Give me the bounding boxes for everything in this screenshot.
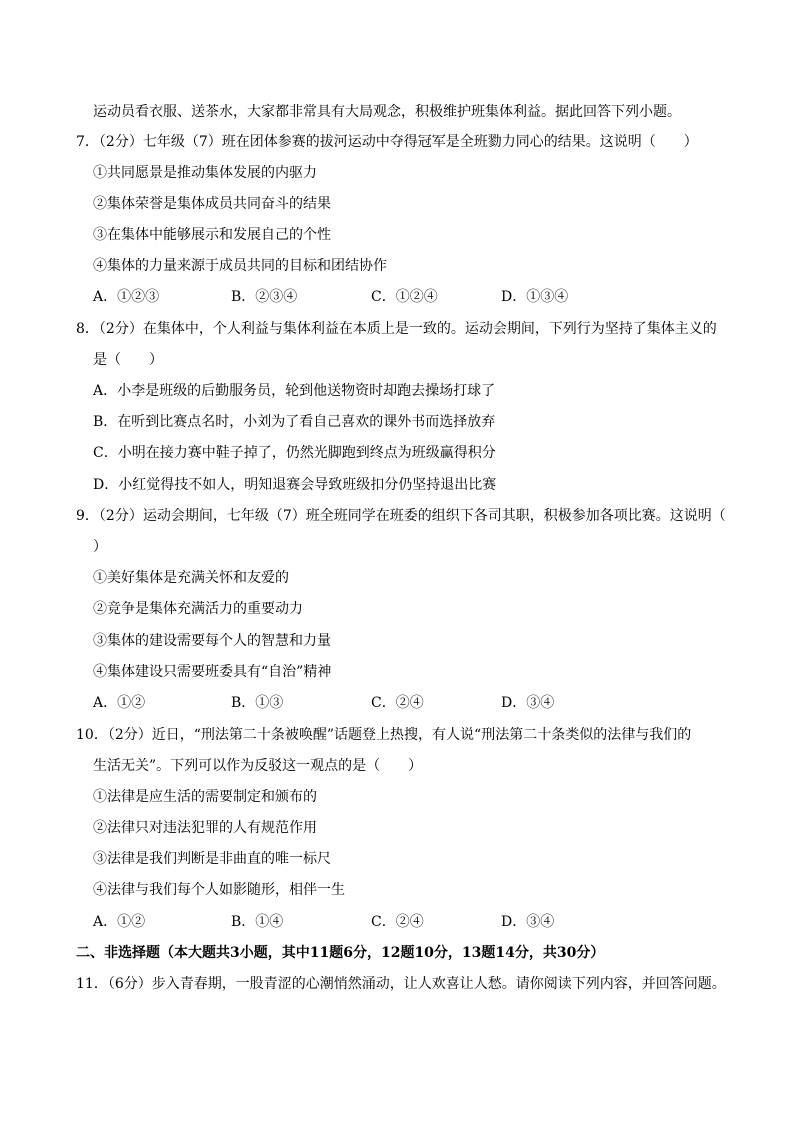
question-7-stem: 7．（2分）七年级（7）班在团体参赛的拔河运动中夺得冠军是全班勠力同心的结果。这说明（ ） bbox=[76, 134, 698, 150]
question-10-choice-c[interactable]: C．②④ bbox=[371, 914, 424, 930]
question-9-choice-a[interactable]: A．①② bbox=[93, 695, 146, 711]
question-8-stem: 8．（2分）在集体中，个人利益与集体利益在本质上是一致的。运动会期间，下列行为坚持了集体主义的 bbox=[76, 321, 717, 337]
question-7-choice-a[interactable]: A．①②③ bbox=[93, 289, 160, 305]
question-8-stem-cont: 是（ ） bbox=[93, 352, 163, 368]
question-10-item-2: ②法律只对违法犯罪的人有规范作用 bbox=[93, 820, 317, 836]
question-9-item-4: ④集体建设只需要班委具有“自治”精神 bbox=[93, 664, 332, 680]
question-7-item-3: ③在集体中能够展示和发展自己的个性 bbox=[93, 227, 331, 243]
question-9-stem: 9．（2分）运动会期间，七年级（7）班全班同学在班委的组织下各司其职，积极参加各项比赛。这说明（ bbox=[76, 508, 726, 524]
question-11-stem: 11．（6分）步入青春期，一股青涩的心潮悄然涌动，让人欢喜让人愁。请你阅读下列内容，并回答问题。 bbox=[76, 976, 726, 992]
question-7-item-4: ④集体的力量来源于成员共同的目标和团结协作 bbox=[93, 258, 387, 274]
question-7-item-1: ①共同愿景是推动集体发展的内驱力 bbox=[93, 165, 317, 181]
question-10-stem-cont: 生活无关”。下列可以作为反驳这一观点的是（ ） bbox=[93, 758, 423, 774]
question-9-choice-d[interactable]: D．③④ bbox=[501, 695, 555, 711]
question-10-item-3: ③法律是我们判断是非曲直的唯一标尺 bbox=[93, 851, 331, 867]
question-8-choice-c[interactable]: C．小明在接力赛中鞋子掉了，仍然光脚跑到终点为班级赢得积分 bbox=[93, 445, 496, 461]
question-9-item-2: ②竞争是集体充满活力的重要动力 bbox=[93, 601, 303, 617]
question-10-item-1: ①法律是应生活的需要制定和颁布的 bbox=[93, 789, 317, 805]
question-9-stem-cont: ） bbox=[93, 539, 107, 555]
question-8-choice-a[interactable]: A．小李是班级的后勤服务员，轮到他送物资时却跑去操场打球了 bbox=[93, 383, 496, 399]
section-2-heading: 二、非选择题（本大题共3小题，其中11题6分，12题10分，13题14分，共30分） bbox=[76, 945, 605, 961]
question-10-choice-d[interactable]: D．③④ bbox=[501, 914, 555, 930]
question-10-stem: 10．（2分）近日，“刑法第二十条被唤醒”话题登上热搜，有人说“刑法第二十条类似的法律与我们的 bbox=[76, 727, 692, 743]
question-10-item-4: ④法律与我们每个人如影随形，相伴一生 bbox=[93, 882, 345, 898]
question-7-choice-d[interactable]: D．①③④ bbox=[501, 289, 569, 305]
question-10-choice-a[interactable]: A．①② bbox=[93, 914, 146, 930]
question-7-item-2: ②集体荣誉是集体成员共同奋斗的结果 bbox=[93, 196, 331, 212]
question-9-item-1: ①美好集体是充满关怀和友爱的 bbox=[93, 570, 289, 586]
question-7-choice-c[interactable]: C．①②④ bbox=[371, 289, 438, 305]
intro-text: 运动员看衣服、送茶水，大家都非常具有大局观念，积极维护班集体利益。据此回答下列小题。 bbox=[93, 104, 681, 120]
question-9-item-3: ③集体的建设需要每个人的智慧和力量 bbox=[93, 633, 331, 649]
question-8-choice-b[interactable]: B．在听到比赛点名时，小刘为了看自己喜欢的课外书而选择放弃 bbox=[93, 414, 496, 430]
question-8-choice-d[interactable]: D．小红觉得技不如人，明知退赛会导致班级扣分仍坚持退出比赛 bbox=[93, 477, 497, 493]
question-9-choice-c[interactable]: C．②④ bbox=[371, 695, 424, 711]
question-10-choice-b[interactable]: B．①④ bbox=[231, 914, 284, 930]
question-7-choice-b[interactable]: B．②③④ bbox=[231, 289, 298, 305]
question-9-choice-b[interactable]: B．①③ bbox=[231, 695, 284, 711]
